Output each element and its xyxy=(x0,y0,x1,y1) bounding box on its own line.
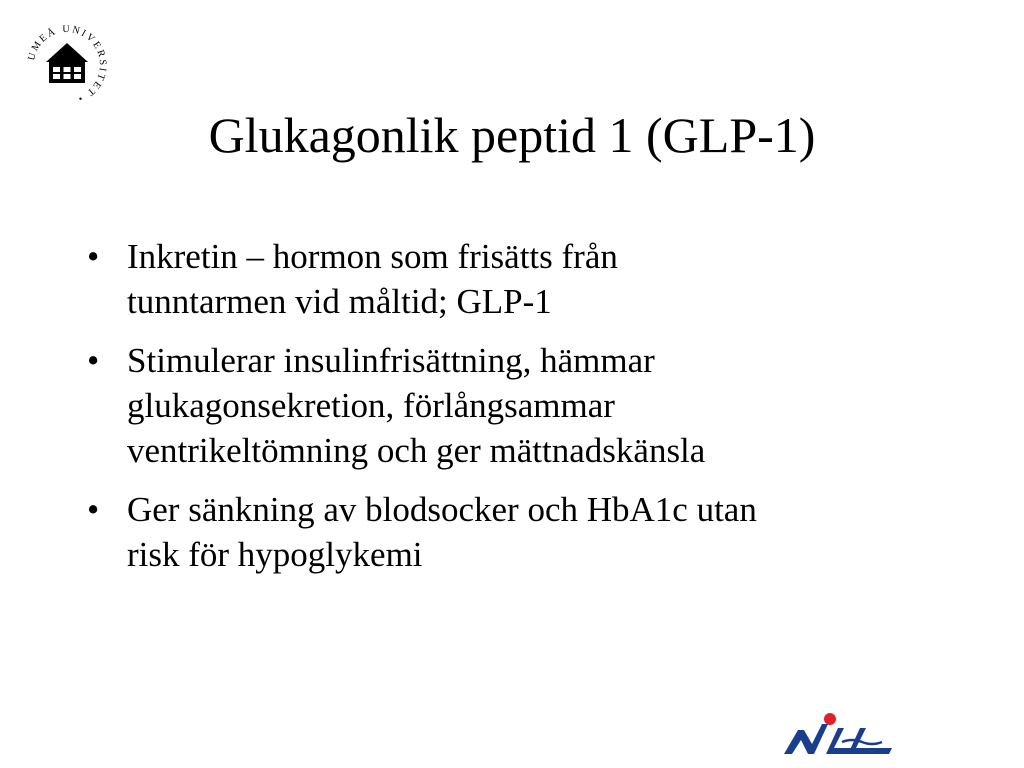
seal-text: UMEÅ UNIVERSITET • xyxy=(26,23,109,105)
bullet-list xyxy=(85,234,985,591)
bullet-marker: • xyxy=(87,237,100,276)
bullet-item xyxy=(85,234,985,324)
bullet-line: tunntarmen vid måltid; GLP-1 xyxy=(127,282,552,321)
bullet-line: Ger sänkning av blodsocker och HbA1c utan xyxy=(127,490,757,529)
bullet-line: Stimulerar insulinfrisättning, hämmar xyxy=(127,341,655,380)
bullet-line: risk för hypoglykemi xyxy=(127,535,423,574)
bullet-line: glukagonsekretion, förlångsammar xyxy=(127,386,615,425)
nll-logo-dot xyxy=(824,713,836,725)
bullet-line: Inkretin – hormon som frisätts från xyxy=(127,237,618,276)
bullet-line: ventrikeltömning och ger mättnadskänsla xyxy=(127,431,706,470)
bullet-item xyxy=(85,487,985,577)
nll-logo-icon xyxy=(782,712,896,758)
bullet-marker: • xyxy=(87,341,100,380)
bullet-marker: • xyxy=(87,490,100,529)
slide-title: Glukagonlik peptid 1 (GLP-1) xyxy=(208,107,816,163)
umea-university-seal-icon xyxy=(24,22,110,108)
bullet-item xyxy=(85,338,985,473)
